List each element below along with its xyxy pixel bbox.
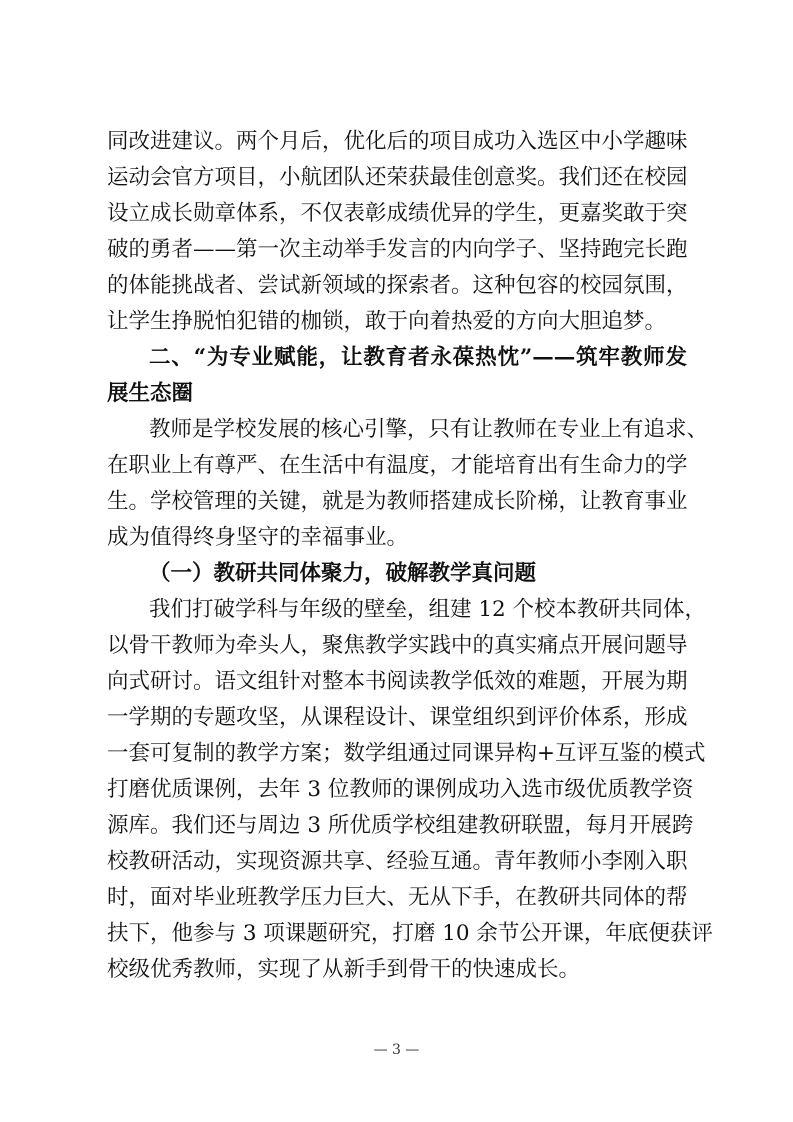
text-line: 一学期的专题攻坚，从课程设计、课堂组织到评价体系，形成	[107, 705, 688, 730]
text-line: 校教研活动，实现资源共享、经验互通。青年教师小李刚入职	[107, 849, 688, 874]
text-line: 时，面对毕业班教学压力巨大、无从下手，在教研共同体的帮	[107, 885, 688, 910]
text-line: 破的勇者——第一次主动举手发言的内向学子、坚持跑完长跑	[107, 237, 688, 262]
text-line: 源库。我们还与周边 3 所优质学校组建教研联盟，每月开展跨	[107, 813, 694, 838]
text-line: 运动会官方项目，小航团队还荣获最佳创意奖。我们还在校园	[107, 165, 688, 190]
text-line: 让学生挣脱怕犯错的枷锁，敢于向着热爱的方向大胆追梦。	[107, 309, 667, 334]
text-line: 同改进建议。两个月后，优化后的项目成功入选区中小学趣味	[107, 129, 688, 154]
text-line: 以骨干教师为牵头人，聚焦教学实践中的真实痛点开展问题导	[107, 633, 688, 658]
text-line: 向式研讨。语文组针对整本书阅读教学低效的难题，开展为期	[107, 669, 688, 694]
text-line: 打磨优质课例，去年 3 位教师的课例成功入选市级优质教学资	[107, 777, 694, 802]
heading-line: 展生态圈	[107, 381, 194, 406]
text-line: 的体能挑战者、尝试新领域的探索者。这种包容的校园氛围，	[107, 273, 688, 298]
subsection-heading: （一）教研共同体聚力，破解教学真问题	[149, 561, 537, 586]
text-line: 扶下，他参与 3 项课题研究，打磨 10 余节公开课，年底便获评	[107, 921, 713, 946]
text-line: 在职业上有尊严、在生活中有温度，才能培育出有生命力的学	[107, 453, 688, 478]
text-line: 校级优秀教师，实现了从新手到骨干的快速成长。	[107, 957, 581, 982]
text-line: 设立成长勋章体系，不仅表彰成绩优异的学生，更嘉奖敢于突	[107, 201, 688, 226]
heading-line: 二、“为专业赋能，让教育者永葆热忱”——筑牢教师发	[149, 345, 687, 370]
text-line: 成为值得终身坚守的幸福事业。	[107, 525, 409, 550]
text-line: 教师是学校发展的核心引擎，只有让教师在专业上有追求、	[149, 417, 709, 442]
text-line: 生。学校管理的关键，就是为教师搭建成长阶梯，让教育事业	[107, 489, 688, 514]
text-line: 我们打破学科与年级的壁垒，组建 12 个校本教研共同体，	[149, 597, 707, 622]
page-number: — 3 —	[373, 1042, 420, 1058]
text-line: 一套可复制的教学方案；数学组通过同课异构+互评互鉴的模式	[107, 741, 706, 766]
